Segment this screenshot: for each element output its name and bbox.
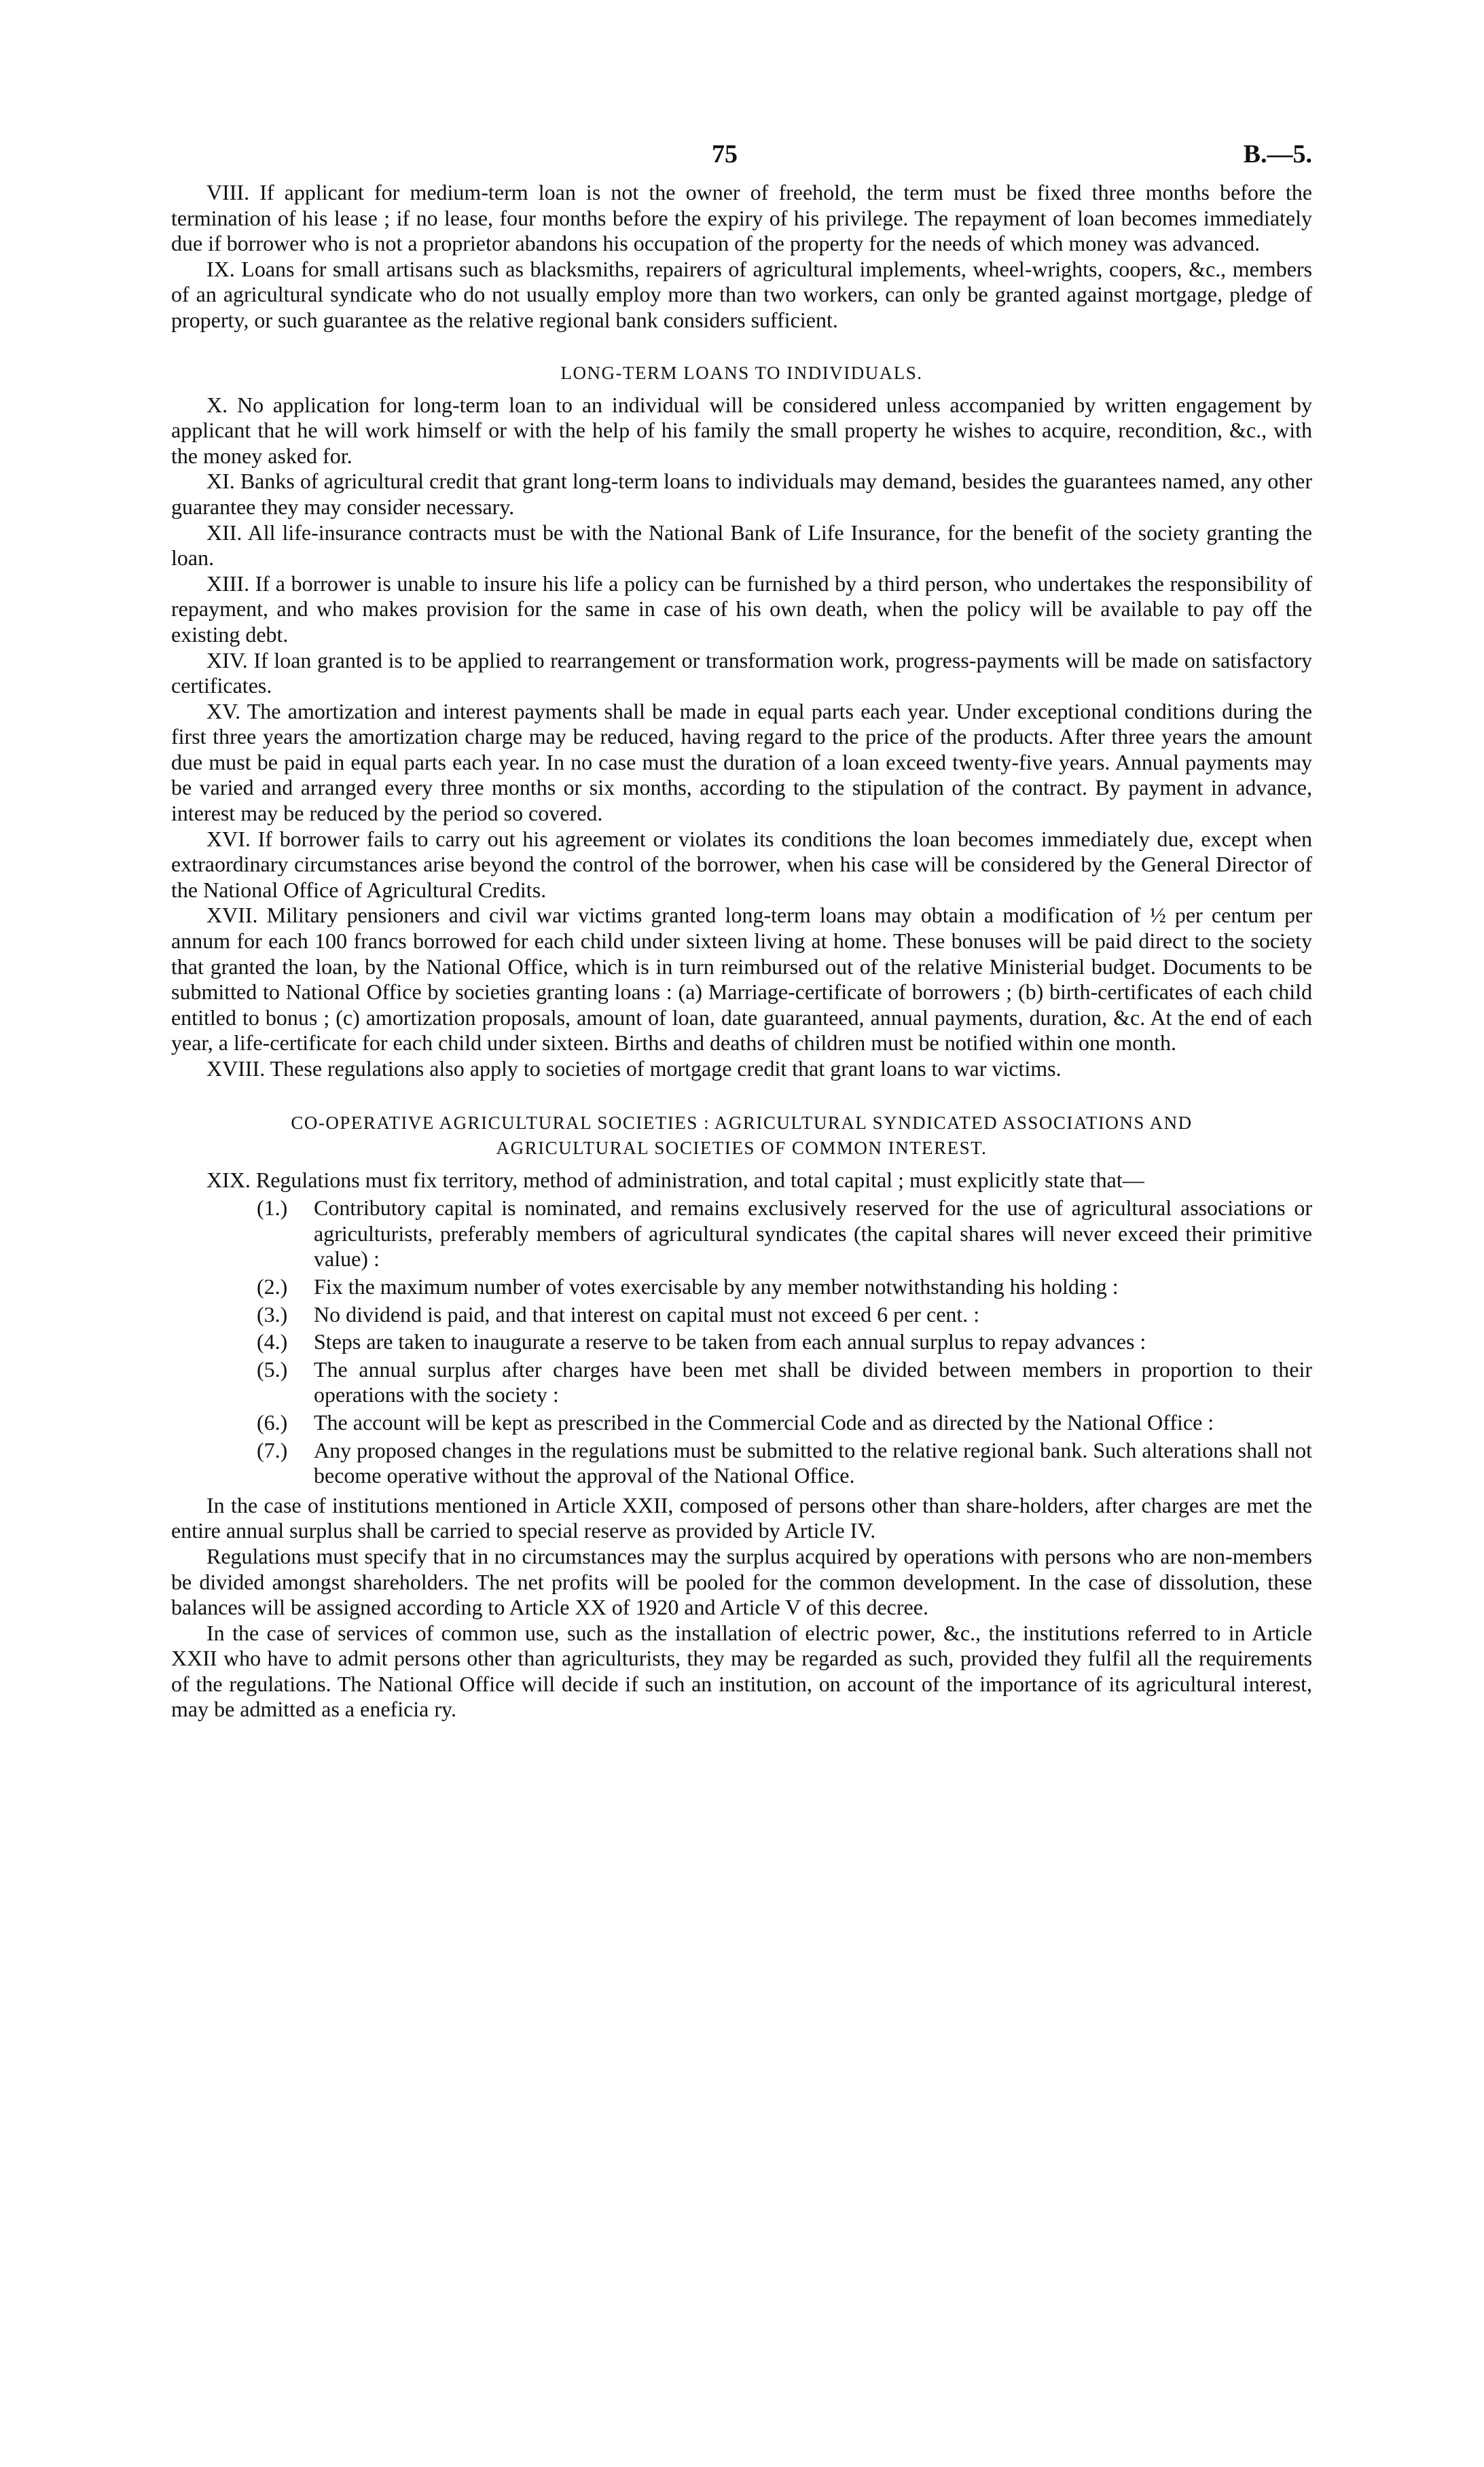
document-page bbox=[171, 139, 1312, 1723]
heading-line-1: CO-OPERATIVE AGRICULTURAL SOCIETIES : AGRICULTURAL SYNDICATED ASSOCIATIONS AND bbox=[291, 1112, 1193, 1133]
list-item-number: (4.) bbox=[257, 1329, 288, 1354]
page-header bbox=[171, 139, 1312, 180]
paragraph-viii: VIII. If applicant for medium-term loan is not the owner of freehold, the term must be fixed three months before the termination of his lease ; if no lease, four months before the expiry of his privilege. The repayment of loan becomes immediately due if borrower who is not a proprietor abandons his occupation of the property for the needs of which money was advanced. bbox=[171, 180, 1312, 256]
list-item-text: The annual surplus after charges have been met shall be divided between members in proportion to their operations with the society : bbox=[314, 1356, 1312, 1407]
list-item bbox=[171, 1302, 1312, 1328]
intro-section bbox=[171, 180, 1312, 334]
paragraph-article-xxii-surplus: In the case of institutions mentioned in Article XXII, composed of persons other than share-holders, after charges are met the entire annual surplus shall be carried to special reserve as provided by Article IV. bbox=[171, 1492, 1312, 1543]
list-item-number: (3.) bbox=[257, 1301, 288, 1327]
paragraph-xvi: XVI. If borrower fails to carry out his agreement or violates its conditions the loan becomes immediately due, except when extraordinary circumstances arise beyond the control of the borrower, when his case will be considered by the General Director of the National Office of Agricultural Credits. bbox=[171, 826, 1312, 902]
list-item bbox=[171, 1329, 1312, 1355]
paragraph-xi: XI. Banks of agricultural credit that grant long-term loans to individuals may demand, besides the guarantees named, any other guarantee they may consider necessary. bbox=[171, 469, 1312, 519]
list-item-text: Fix the maximum number of votes exercisable by any member notwithstanding his holding : bbox=[314, 1274, 1119, 1299]
paragraph-xiii: XIII. If a borrower is unable to insure his life a policy can be furnished by a third person, who undertakes the responsibility of repayment, and who makes provision for the same in case of his own death, when the policy will be available to pay off the existing debt. bbox=[171, 571, 1312, 647]
list-item bbox=[171, 1438, 1312, 1489]
section-heading-cooperative-societies bbox=[171, 1111, 1312, 1161]
document-reference: B.—5. bbox=[1243, 140, 1312, 168]
list-item-number: (2.) bbox=[257, 1274, 288, 1299]
list-item-number: (7.) bbox=[257, 1437, 288, 1462]
paragraph-xiv: XIV. If loan granted is to be applied to rearrangement or transformation work, progress-payments will be made on satisfactory certificates. bbox=[171, 647, 1312, 698]
list-item-text: Any proposed changes in the regulations must be submitted to the relative regional bank. Such alterations shall not become operative without the approval of the National Office. bbox=[314, 1437, 1312, 1488]
list-item-number: (5.) bbox=[257, 1356, 288, 1382]
paragraph-xv: XV. The amortization and interest payments shall be made in equal parts each year. Under exceptional conditions during the first three years the amortization charge may be reduced, having regard to the price of the products. After three years the amount due must be paid in equal parts each year. In no case must the duration of a loan exceed twenty-five years. Annual payments may be varied and arranged every three months or six months, according to the stipulation of the contract. By payment in advance, interest may be reduced by the period so covered. bbox=[171, 698, 1312, 826]
cooperative-section bbox=[171, 1168, 1312, 1723]
list-item-text: No dividend is paid, and that interest on capital must not exceed 6 per cent. : bbox=[314, 1301, 980, 1327]
section-heading-long-term-loans: LONG-TERM LOANS TO INDIVIDUALS. bbox=[560, 362, 923, 383]
list-item-number: (1.) bbox=[257, 1195, 288, 1221]
paragraph-xviii: XVIII. These regulations also apply to societies of mortgage credit that grant loans to war victims. bbox=[206, 1056, 1062, 1081]
list-item-text: Steps are taken to inaugurate a reserve to be taken from each annual surplus to repay advances : bbox=[314, 1329, 1146, 1354]
list-item bbox=[171, 1195, 1312, 1272]
paragraph-xii: XII. All life-insurance contracts must be with the National Bank of Life Insurance, for the benefit of the society granting the loan. bbox=[171, 520, 1312, 571]
list-item-number: (6.) bbox=[257, 1409, 288, 1435]
page-number: 75 bbox=[712, 140, 738, 168]
paragraph-x: X. No application for long-term loan to an individual will be considered unless accompanied by written engagement by applicant that he will work himself or with the help of his family the small property he wishes to acquire, recondition, &c., with the money asked for. bbox=[171, 392, 1312, 468]
list-item bbox=[171, 1357, 1312, 1408]
list-item bbox=[171, 1410, 1312, 1436]
paragraph-ix: IX. Loans for small artisans such as blacksmiths, repairers of agricultural implements, wheel-wrights, coopers, &c., members of an agricultural syndicate who do not usually employ more than two workers, can only be granted against mortgage, pledge of property, or such guarantee as the relative regional bank considers sufficient. bbox=[171, 256, 1312, 332]
paragraph-common-services: In the case of services of common use, such as the installation of electric power, &c., the institutions referred to in Article XXII who have to admit persons other than agriculturists, they may be regarded as such, provided they fulfil all the requirements of the regulations. The National Office will decide if such an institution, on account of the importance of its agricultural interest, may be admitted as a eneficia ry. bbox=[171, 1620, 1312, 1722]
paragraph-xvii: XVII. Military pensioners and civil war victims granted long-term loans may obtain a modification of ½ per centum per annum for each 100 francs borrowed for each child under sixteen living at home. These bonuses will be paid direct to the society that granted the loan, by the National Office, which is in turn reimbursed out of the relative Ministerial budget. Documents to be submitted to National Office by societies granting loans : (a) Marriage-certificate of borrowers ; (b) birth-certificates of each child entitled to bonus ; (c) amortization proposals, amount of loan, date guaranteed, annual payments, duration, &c. At the end of each year, a life-certificate for each child under sixteen. Births and deaths of children must be notified within one month. bbox=[171, 903, 1312, 1056]
paragraph-xix: XIX. Regulations must fix territory, method of administration, and total capital ; must explicitly state that— bbox=[206, 1167, 1144, 1192]
list-item bbox=[171, 1274, 1312, 1300]
heading-line-2: AGRICULTURAL SOCIETIES OF COMMON INTEREST. bbox=[496, 1137, 988, 1158]
list-item-text: Contributory capital is nominated, and remains exclusively reserved for the use of agricultural associations or agriculturists, preferably members of agricultural syndicates (the capital shares will never exceed their primitive value) : bbox=[314, 1195, 1312, 1272]
paragraph-non-member-surplus: Regulations must specify that in no circumstances may the surplus acquired by operations with persons who are non-members be divided amongst shareholders. The net profits will be pooled for the common development. In the case of dissolution, these balances will be assigned according to Article XX of 1920 and Article V of this decree. bbox=[171, 1543, 1312, 1620]
long-term-loans-section bbox=[171, 393, 1312, 1082]
list-item-text: The account will be kept as prescribed in the Commercial Code and as directed by the National Office : bbox=[314, 1409, 1214, 1435]
conditions-list bbox=[171, 1195, 1312, 1489]
